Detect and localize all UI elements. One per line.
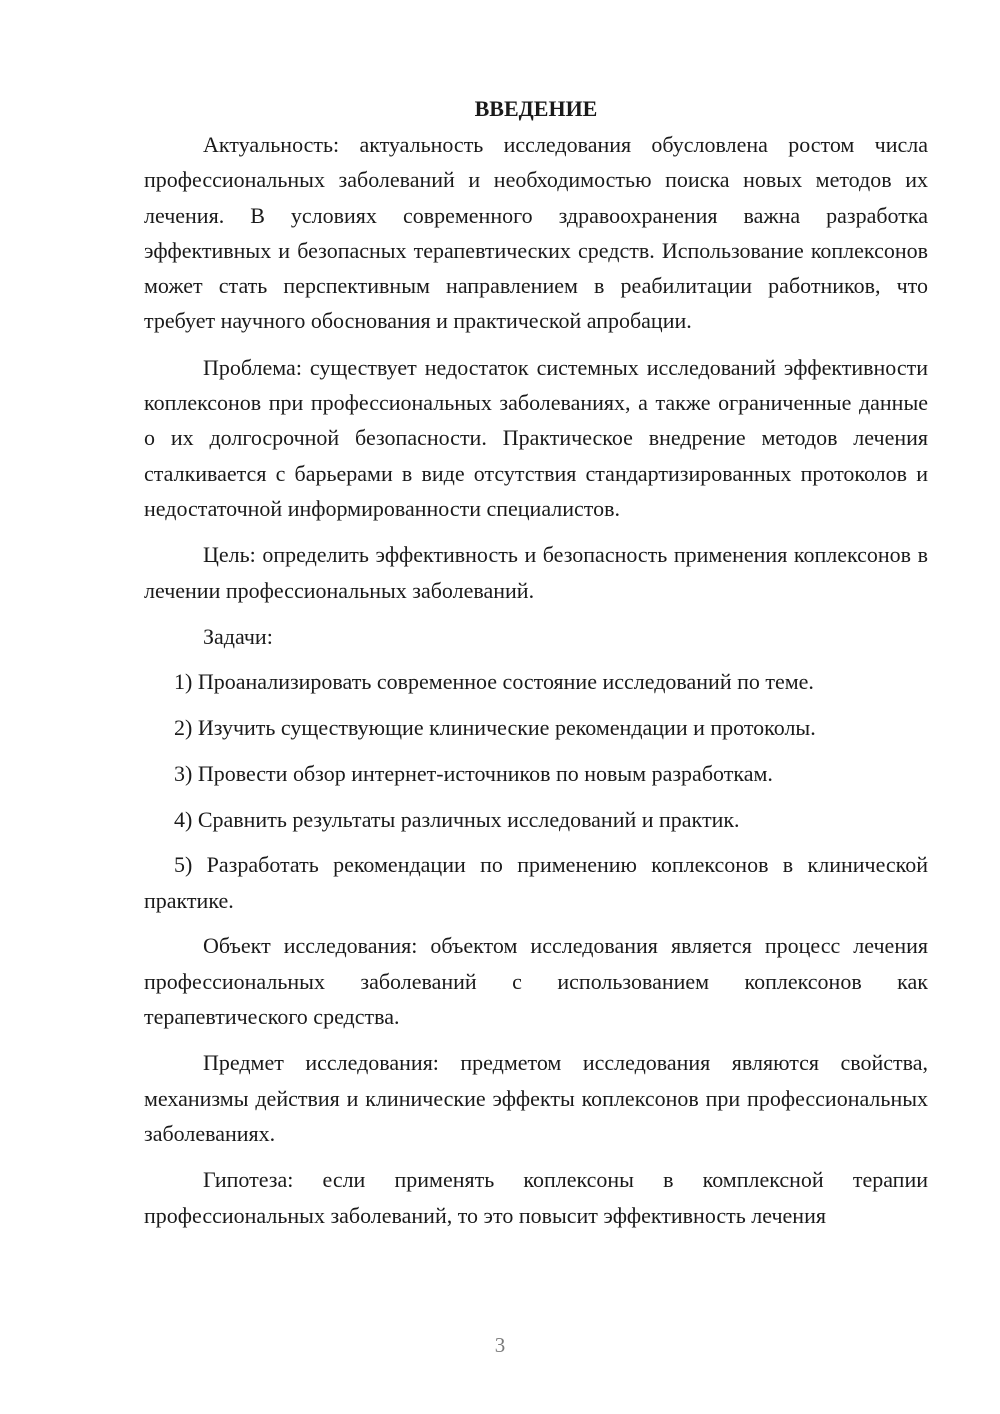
- document-page: [144, 93, 928, 1244]
- list-item: 3) Провести обзор интернет-источников по новым разработкам.: [174, 760, 773, 786]
- paragraph-relevance: Актуальность: актуальность исследования обусловлена ростом числа профессиональных заболеваний и необходимостью поиска новых методов их лечения. В условиях современного здравоохранения важна разработка эффективных и безопасных терапевтических средств. Использование коплексонов может стать перспективным направлением в реабилитации работников, что требует научного обоснования и практической апробации.: [144, 132, 928, 334]
- list-item: 1) Проанализировать современное состояние исследований по теме.: [174, 669, 814, 695]
- list-item: 5) Разработать рекомендации по применению коплексонов в клинической практике.: [144, 852, 928, 913]
- section-title: ВВЕДЕНИЕ: [474, 96, 598, 121]
- paragraph-subject: Предмет исследования: предметом исследования являются свойства, механизмы действия и клинические эффекты коплексонов при профессиональных заболеваниях.: [144, 1050, 928, 1146]
- paragraph-goal: Цель: определить эффективность и безопасность применения коплексонов в лечении профессиональных заболеваний.: [144, 542, 928, 603]
- page-number: 3: [494, 1333, 506, 1357]
- list-item: 2) Изучить существующие клинические рекомендации и протоколы.: [174, 714, 816, 740]
- paragraph-problem: Проблема: существует недостаток системных исследований эффективности коплексонов при профессиональных заболеваниях, а также ограниченные данные о их долгосрочной безопасности. Практическое внедрение методов лечения сталкивается с барьерами в виде отсутствия стандартизированных протоколов и недостаточной информированности специалистов.: [144, 354, 928, 521]
- tasks-heading: Задачи:: [203, 623, 273, 649]
- paragraph-hypothesis: Гипотеза: если применять коплексоны в комплексной терапии профессиональных заболеваний, то это повысит эффективность лечения: [144, 1167, 928, 1228]
- list-item: 4) Сравнить результаты различных исследований и практик.: [174, 806, 740, 832]
- tasks-list: [144, 664, 928, 918]
- paragraph-object: Объект исследования: объектом исследования является процесс лечения профессиональных заболеваний с использованием коплексонов как терапевтического средства.: [144, 933, 928, 1030]
